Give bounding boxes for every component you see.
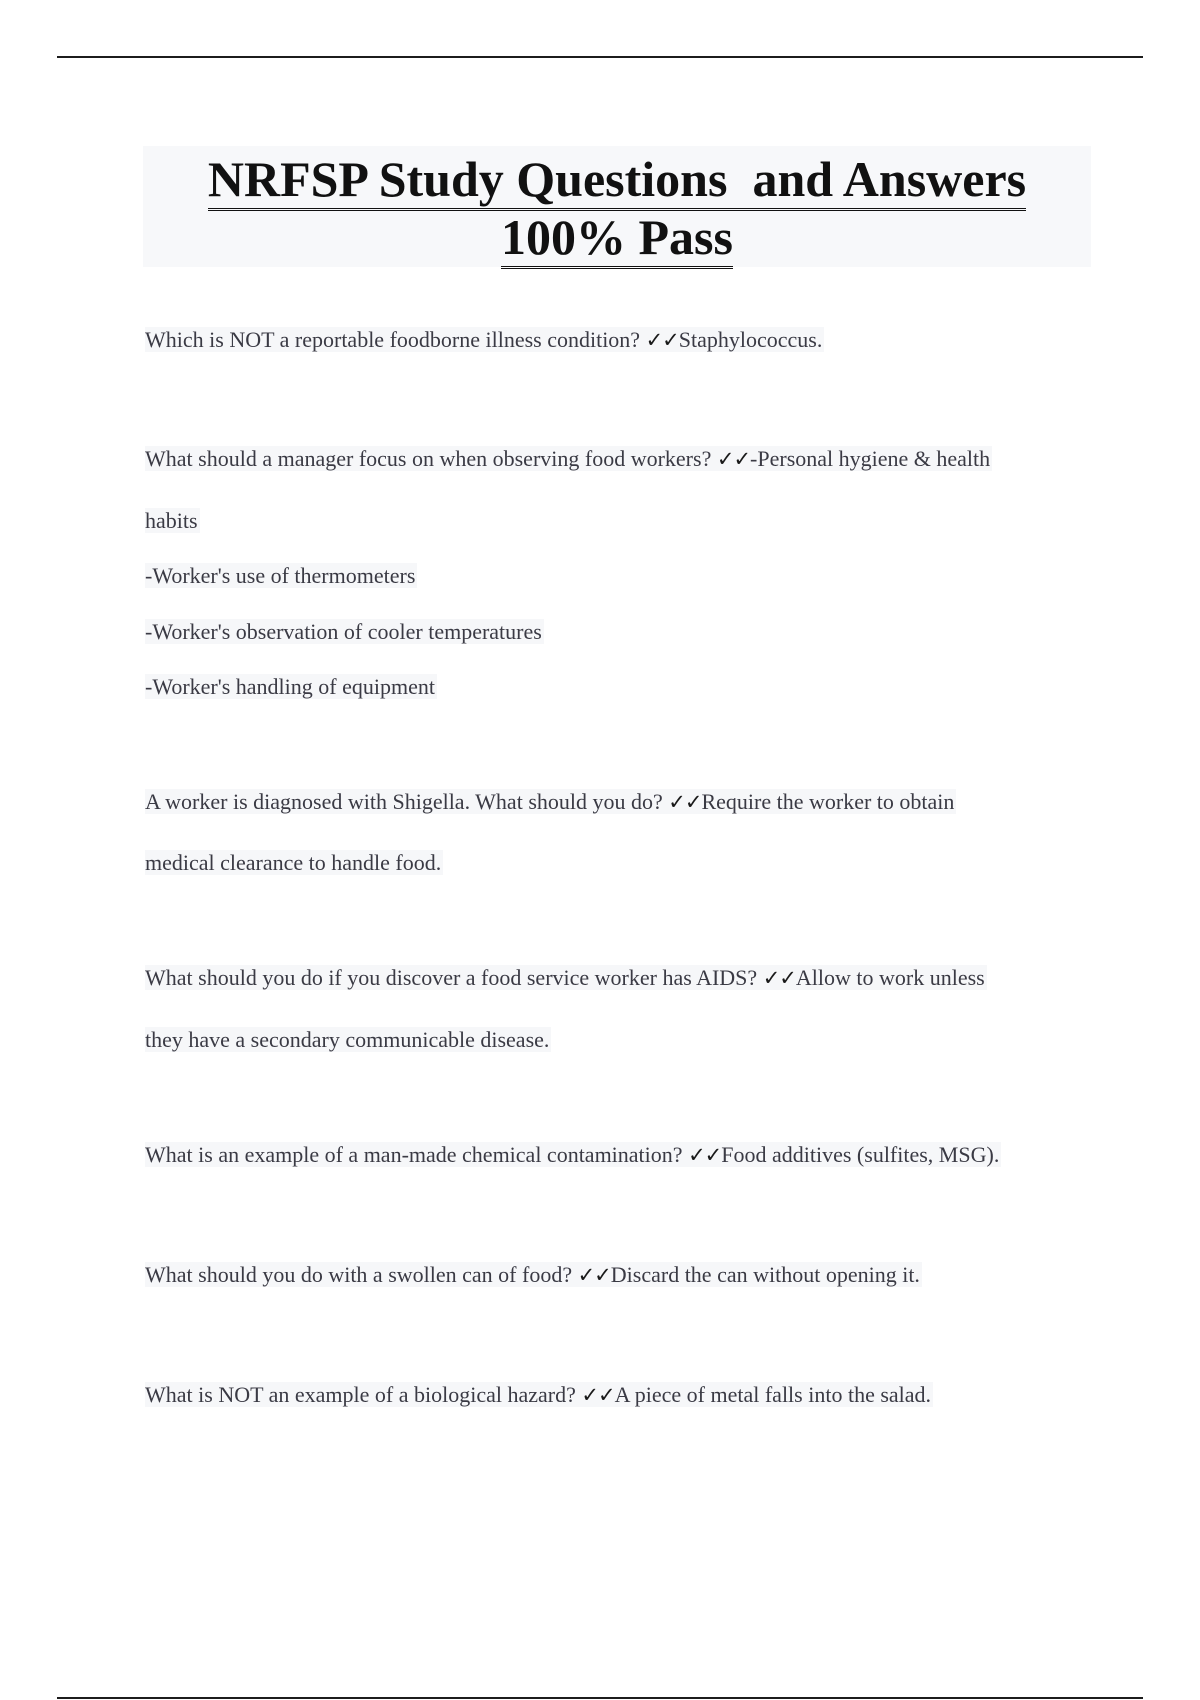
question-text: A worker is diagnosed with Shigella. What should you do? [145, 789, 669, 814]
qa-item-7 [145, 1380, 933, 1410]
check-mark-icon: ✓✓ [577, 1263, 611, 1287]
answer-line: -Worker's handling of equipment [145, 674, 435, 699]
check-mark-icon: ✓✓ [716, 447, 751, 471]
check-mark-icon: ✓✓ [581, 1383, 615, 1407]
answer-line: medical clearance to handle food. [145, 850, 442, 875]
answer-line: they have a secondary communicable disease. [145, 1027, 550, 1052]
qa-item-6 [145, 1260, 922, 1290]
qa-item-5 [145, 1140, 1001, 1170]
document-title [143, 146, 1091, 267]
qa-item-4 [145, 963, 987, 993]
qa-item-3 [145, 787, 956, 817]
answer-text: Food additives (sulfites, MSG). [721, 1142, 1000, 1167]
bottom-rule [57, 1697, 1143, 1699]
answer-text: Allow to work unless [795, 965, 985, 990]
check-mark-icon: ✓✓ [688, 1143, 722, 1167]
answer-line: habits [145, 508, 198, 533]
title-line-1: NRFSP Study Questions and Answers [208, 150, 1026, 211]
answer-text: Discard the can without opening it. [610, 1262, 920, 1287]
qa-item-2 [145, 444, 992, 474]
question-text: What should you do if you discover a food service worker has AIDS? [145, 965, 763, 990]
answer-text: A piece of metal falls into the salad. [614, 1382, 932, 1407]
qa-item-1 [145, 325, 824, 355]
answer-text: Staphylococcus. [678, 327, 823, 352]
question-text: What is an example of a man-made chemical contamination? [145, 1142, 689, 1167]
answer-line: -Worker's use of thermometers [145, 563, 416, 588]
question-text: Which is NOT a reportable foodborne illness condition? [145, 327, 646, 352]
answer-text: Require the worker to obtain [701, 789, 955, 814]
question-text: What should you do with a swollen can of food? [145, 1262, 578, 1287]
answer-text: -Personal hygiene & health [750, 446, 991, 471]
top-rule [57, 56, 1143, 58]
question-text: What should a manager focus on when observing food workers? [145, 446, 717, 471]
answer-line: -Worker's observation of cooler temperatures [145, 619, 542, 644]
check-mark-icon: ✓✓ [668, 790, 702, 814]
check-mark-icon: ✓✓ [645, 328, 679, 352]
title-line-2: 100% Pass [501, 208, 733, 269]
check-mark-icon: ✓✓ [762, 966, 796, 990]
question-text: What is NOT an example of a biological hazard? [145, 1382, 582, 1407]
